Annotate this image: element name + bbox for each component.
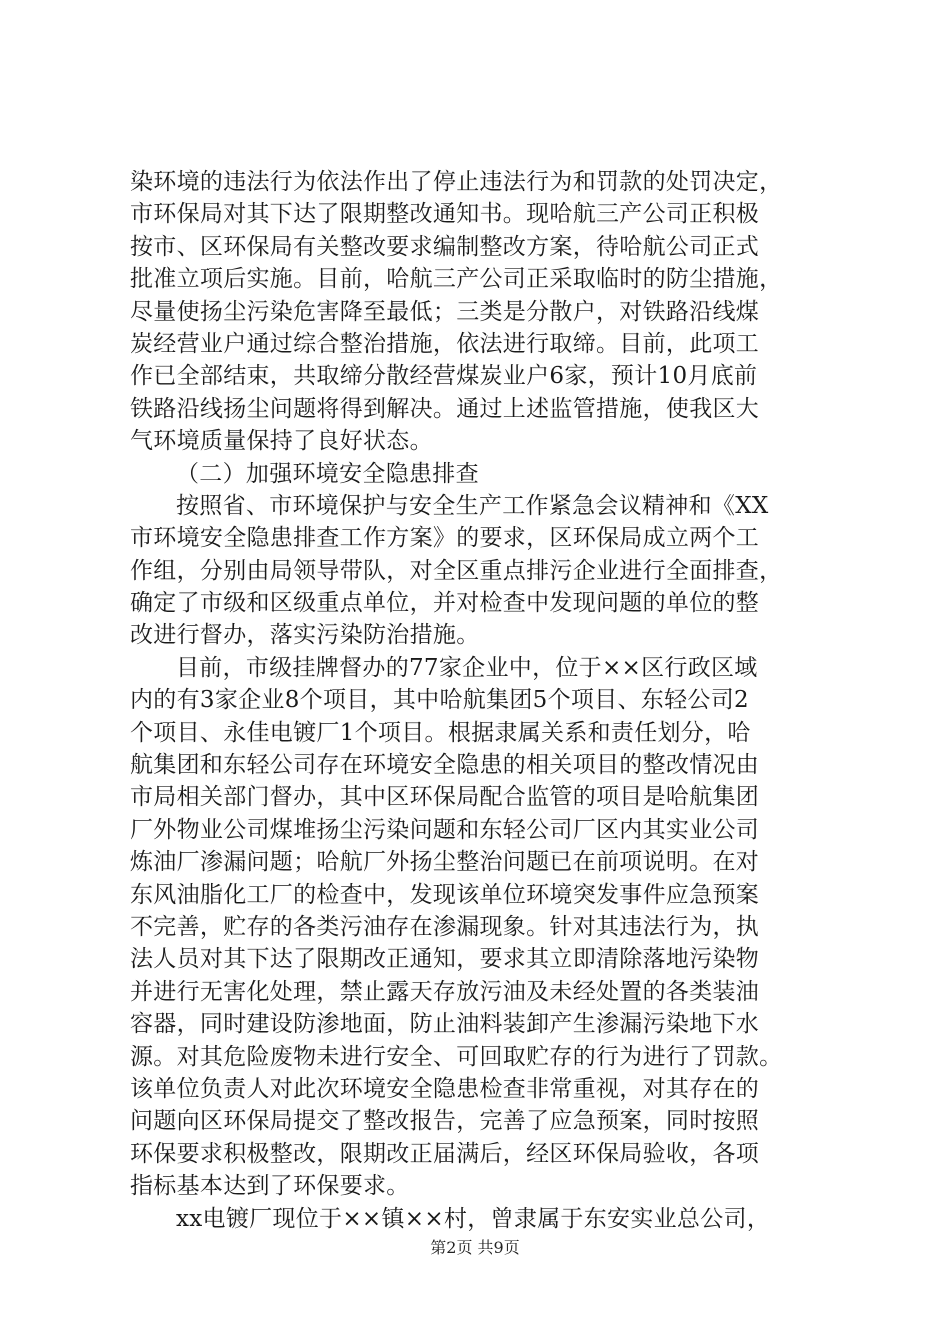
text-line: 目前，市级挂牌督办的77家企业中，位于××区行政区域 <box>176 654 758 681</box>
paragraph-1 <box>130 166 830 458</box>
text-line: 作已全部结束，共取缔分散经营煤炭业户6家，预计10月底前 <box>130 363 758 390</box>
text-line: 东风油脂化工厂的检查中，发现该单位环境突发事件应急预案 <box>130 881 760 908</box>
text-line: 按照省、市环境保护与安全生产工作紧急会议精神和《XX <box>176 492 769 519</box>
text-line: 作组，分别由局领导带队，对全区重点排污企业进行全面排查， <box>130 557 783 584</box>
text-line: 个项目、永佳电镀厂1个项目。根据隶属关系和责任划分，哈 <box>130 719 751 746</box>
text-line: 批准立项后实施。目前，哈航三产公司正采取临时的防尘措施， <box>130 266 783 293</box>
text-line: 内的有3家企业8个项目，其中哈航集团5个项目、东轻公司2 <box>130 687 749 714</box>
section-heading <box>130 458 830 490</box>
text-line: 航集团和东轻公司存在环境安全隐患的相关项目的整改情况由 <box>130 752 760 779</box>
paragraph-3 <box>130 652 830 1203</box>
page-number-footer: 第2页 共9页 <box>430 1238 520 1257</box>
text-line: 法人员对其下达了限期改正通知，要求其立即清除落地污染物 <box>130 946 760 973</box>
text-line: 该单位负责人对此次环境安全隐患检查非常重视，对其存在的 <box>130 1075 760 1102</box>
text-line: 改进行督办，落实污染防治措施。 <box>130 622 480 649</box>
text-line: 环保要求积极整改，限期改正届满后，经区环保局验收，各项 <box>130 1140 760 1167</box>
section-heading-text: （二）加强环境安全隐患排查 <box>176 460 479 487</box>
text-line: 铁路沿线扬尘问题将得到解决。通过上述监管措施，使我区大 <box>130 395 760 422</box>
text-line: 指标基本达到了环保要求。 <box>130 1173 410 1200</box>
text-line: 问题向区环保局提交了整改报告，完善了应急预案，同时按照 <box>130 1108 760 1135</box>
text-line: 按市、区环保局有关整改要求编制整改方案，待哈航公司正式 <box>130 233 760 260</box>
text-line: 市环保局对其下达了限期整改通知书。现哈航三产公司正积极 <box>130 201 760 228</box>
text-line: 确定了市级和区级重点单位，并对检查中发现问题的单位的整 <box>130 590 760 617</box>
paragraph-2 <box>130 490 830 652</box>
paragraph-4 <box>130 1203 830 1235</box>
text-line: 并进行无害化处理，禁止露天存放污油及未经处置的各类装油 <box>130 978 760 1005</box>
text-line: 炭经营业户通过综合整治措施，依法进行取缔。目前，此项工 <box>130 330 760 357</box>
text-line: xx电镀厂现位于××镇××村，曾隶属于东安实业总公司， <box>176 1205 771 1232</box>
text-line: 源。对其危险废物未进行安全、可回取贮存的行为进行了罚款。 <box>130 1043 783 1070</box>
text-line: 尽量使扬尘污染危害降至最低；三类是分散户，对铁路沿线煤 <box>130 298 760 325</box>
text-line: 染环境的违法行为依法作出了停止违法行为和罚款的处罚决定， <box>130 169 783 195</box>
document-body <box>130 166 830 1235</box>
text-line: 不完善，贮存的各类污油存在渗漏现象。针对其违法行为，执 <box>130 913 760 940</box>
text-line: 市局相关部门督办，其中区环保局配合监管的项目是哈航集团 <box>130 784 760 811</box>
text-line: 气环境质量保持了良好状态。 <box>130 428 433 455</box>
text-line: 市环境安全隐患排查工作方案》的要求，区环保局成立两个工 <box>130 525 760 552</box>
text-line: 容器，同时建设防渗地面，防止油料装卸产生渗漏污染地下水 <box>130 1011 760 1038</box>
text-line: 厂外物业公司煤堆扬尘污染问题和东轻公司厂区内其实业公司 <box>130 816 760 843</box>
text-line: 炼油厂渗漏问题；哈航厂外扬尘整治问题已在前项说明。在对 <box>130 849 760 876</box>
